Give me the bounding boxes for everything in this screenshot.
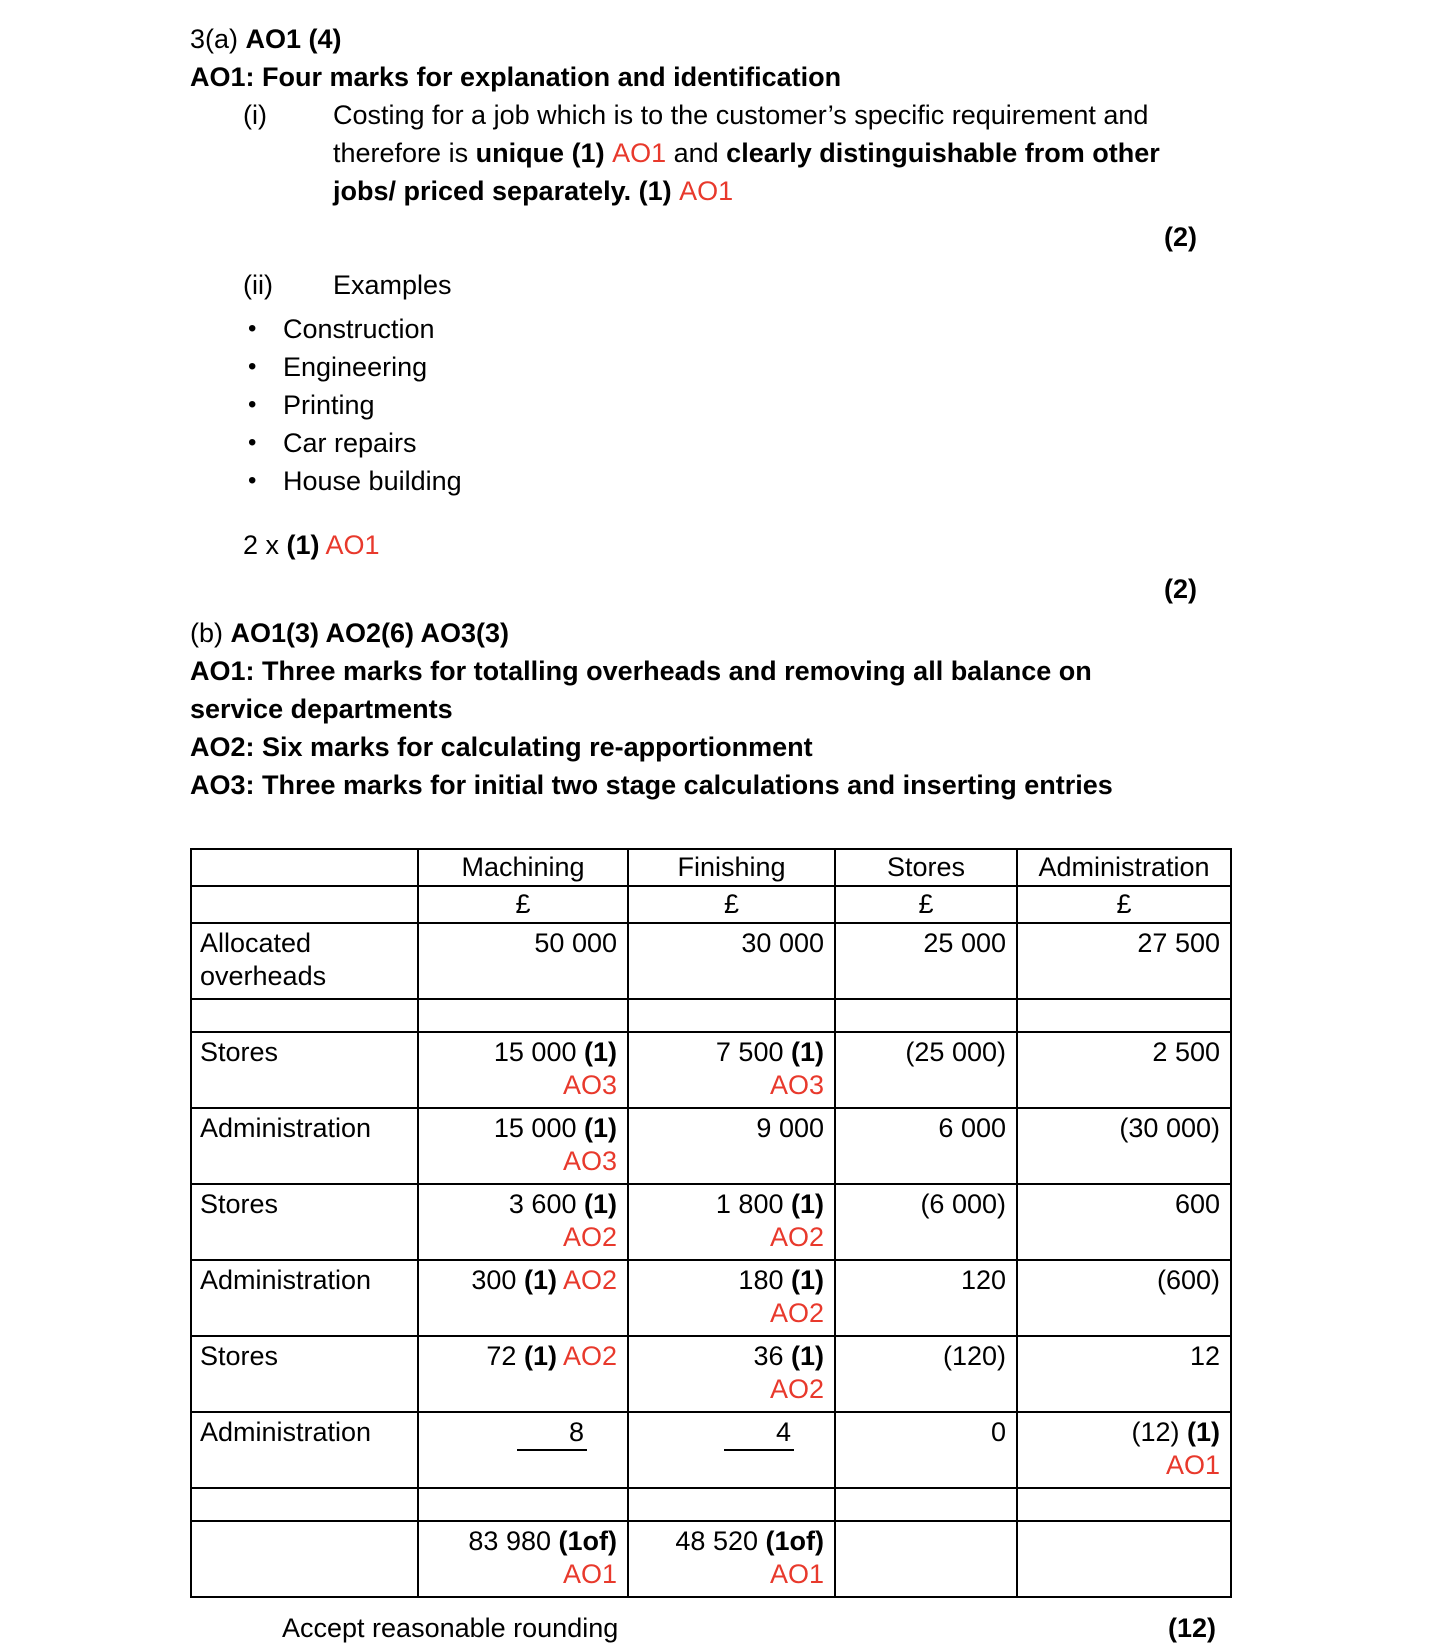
question-ao-marks: AO1 (4): [245, 24, 342, 54]
value-line: [846, 1264, 1006, 1297]
value-line: [639, 1525, 824, 1558]
empty-cell: [1017, 1488, 1231, 1521]
value-cell: [1017, 1336, 1231, 1412]
value-line: [429, 1340, 617, 1373]
list-item: [190, 310, 1232, 348]
value-cell: [835, 1336, 1017, 1412]
value-cell: [1017, 1260, 1231, 1336]
value-cell: [1017, 923, 1231, 999]
ao-tag: AO2: [562, 1265, 617, 1295]
answer-bold: clearly distinguishable from other jobs/ priced separately. (1): [333, 138, 1160, 206]
ao-tag: AO2: [769, 1222, 824, 1252]
list-item: [190, 386, 1232, 424]
table-row: [191, 1032, 1231, 1108]
part-b-heading: [190, 614, 1232, 652]
value-cell: [835, 1108, 1017, 1184]
cell-value: 25 000: [923, 928, 1006, 958]
empty-cell: [835, 999, 1017, 1032]
ao2-description: AO2: Six marks for calculating re-apportionment: [190, 732, 813, 762]
bullet-icon: •: [248, 353, 257, 380]
ao-tag: AO3: [562, 1146, 617, 1176]
value-cell: [1017, 1108, 1231, 1184]
value-cell: [418, 1521, 628, 1597]
bullet-icon: •: [248, 315, 257, 342]
cell-value: 27 500: [1137, 928, 1220, 958]
value-line: [846, 1112, 1006, 1145]
row-label-cell: Stores: [191, 1336, 418, 1412]
mark-tag: (1): [523, 1341, 557, 1371]
value-line: [1028, 1188, 1220, 1221]
list-item: [190, 424, 1232, 462]
row-label-cell: Administration: [191, 1108, 418, 1184]
item-i: [190, 96, 1232, 210]
column-header: [191, 849, 418, 886]
value-cell: [628, 1184, 835, 1260]
answer-text: Costing for a job which is to the customer’s specific requirement and therefore is: [333, 100, 1149, 168]
mark-tag: (1): [584, 1037, 617, 1067]
value-cell: [1017, 1412, 1231, 1488]
value-line: [639, 1036, 824, 1069]
answer-bold: unique (1): [475, 138, 613, 168]
value-line: [429, 927, 617, 960]
value-line: [429, 1264, 617, 1297]
cell-value: (600): [1156, 1265, 1220, 1295]
ao1-description: AO1: Three marks for totalling overheads and removing all balance on service departments: [190, 656, 1092, 724]
ao-tag: AO1: [562, 1559, 617, 1589]
value-line: [1028, 1264, 1220, 1297]
mark-tag: (1): [1187, 1417, 1220, 1447]
mark-tag: (1): [791, 1037, 824, 1067]
currency-header: £: [628, 886, 835, 923]
column-header: Finishing: [628, 849, 835, 886]
column-header-row: [191, 849, 1231, 886]
row-label-cell: Stores: [191, 1032, 418, 1108]
list-item-text: Construction: [283, 314, 435, 344]
spacer-row: [191, 999, 1231, 1032]
cell-value: 1 800: [715, 1189, 784, 1219]
table-row: [191, 923, 1231, 999]
cell-value: 30 000: [741, 928, 824, 958]
cell-value: 83 980: [468, 1526, 551, 1556]
value-line: [1028, 1416, 1220, 1449]
question-heading: [190, 20, 1232, 58]
table-row: [191, 1184, 1231, 1260]
ao-tag: AO1: [769, 1559, 824, 1589]
cell-value: 48 520: [675, 1526, 758, 1556]
ao-tag: AO1: [612, 138, 667, 168]
value-cell: [1017, 1521, 1231, 1597]
cell-value: 72: [486, 1341, 517, 1371]
empty-cell: [191, 999, 418, 1032]
row-label-cell: Administration: [191, 1412, 418, 1488]
ao-tag: AO3: [769, 1070, 824, 1100]
ao-tag: AO2: [562, 1341, 617, 1371]
marks-available-ii: (2): [1164, 574, 1197, 604]
value-cell: [835, 1184, 1017, 1260]
cell-value: 180: [738, 1265, 784, 1295]
value-line: [639, 1112, 824, 1145]
currency-header-row: [191, 886, 1231, 923]
value-cell: [628, 1412, 835, 1488]
value-line: [1028, 1112, 1220, 1145]
column-header: Stores: [835, 849, 1017, 886]
row-label-cell: Allocated overheads: [191, 923, 418, 999]
empty-cell: [628, 1488, 835, 1521]
bullet-icon: •: [248, 467, 257, 494]
value-line: [1028, 927, 1220, 960]
answer-text: and: [666, 138, 727, 168]
value-line: [1028, 1036, 1220, 1069]
value-line: [1028, 1340, 1220, 1373]
empty-cell: [628, 999, 835, 1032]
cell-value: (6 000): [920, 1189, 1006, 1219]
cell-value: 600: [1174, 1189, 1220, 1219]
rounding-note: Accept reasonable rounding: [282, 1613, 619, 1643]
value-cell: [628, 1521, 835, 1597]
value-cell: [418, 923, 628, 999]
item-ii: [190, 266, 1232, 304]
table-row: [191, 1336, 1231, 1412]
currency-header: £: [1017, 886, 1231, 923]
cell-value: 15 000: [493, 1037, 577, 1067]
empty-cell: [191, 1488, 418, 1521]
total-marks: (12): [1167, 1613, 1216, 1643]
value-line: [639, 927, 824, 960]
cell-value: 4: [724, 1416, 794, 1451]
marks-calculation: [190, 526, 1232, 564]
table-body: [191, 923, 1231, 1597]
list-item-text: Engineering: [283, 352, 428, 382]
cell-value: 8: [517, 1416, 587, 1451]
ao-tag: AO3: [562, 1070, 617, 1100]
mark-tag: (1): [791, 1341, 824, 1371]
part-b-ao-marks: AO1(3) AO2(6) AO3(3): [230, 618, 510, 648]
row-label-cell: Administration: [191, 1260, 418, 1336]
apportionment-table: [190, 848, 1232, 1598]
mark-scheme-page: [190, 0, 1232, 1648]
value-line: [639, 1340, 824, 1373]
cell-value: (25 000): [905, 1037, 1006, 1067]
cell-value: 120: [960, 1265, 1006, 1295]
value-cell: [418, 1260, 628, 1336]
ao3-description: AO3: Three marks for initial two stage calculations and inserting entries: [190, 770, 1113, 800]
empty-cell: [418, 999, 628, 1032]
value-line: [429, 1416, 617, 1451]
mark-tag: (1): [584, 1189, 617, 1219]
table-row: [191, 1108, 1231, 1184]
currency-header: [191, 886, 418, 923]
cell-value: 300: [471, 1265, 517, 1295]
item-i-text: [333, 96, 1193, 210]
spacer-row: [191, 1488, 1231, 1521]
value-line: [846, 1416, 1006, 1449]
item-ii-title: Examples: [333, 270, 452, 300]
ao-tag: AO2: [769, 1374, 824, 1404]
ao-tag: AO1: [325, 530, 380, 560]
mark-tag: (1of): [765, 1526, 824, 1556]
item-ii-label: (ii): [243, 270, 273, 300]
ao-tag: AO2: [562, 1222, 617, 1252]
ao1-subheading: AO1: Four marks for explanation and identification: [190, 62, 842, 92]
cell-value: 36: [753, 1341, 784, 1371]
empty-cell: [1017, 999, 1231, 1032]
value-cell: [835, 1032, 1017, 1108]
ao-tag: AO2: [769, 1298, 824, 1328]
cell-value: (30 000): [1119, 1113, 1220, 1143]
value-cell: [418, 1108, 628, 1184]
value-line: [846, 1188, 1006, 1221]
value-cell: [835, 1521, 1017, 1597]
cell-value: 15 000: [493, 1113, 577, 1143]
table-header: [191, 849, 1231, 923]
currency-header: £: [835, 886, 1017, 923]
value-line: [429, 1525, 617, 1558]
value-cell: [418, 1032, 628, 1108]
value-line: [639, 1416, 824, 1451]
value-line: [429, 1036, 617, 1069]
mark-tag: (1): [523, 1265, 557, 1295]
value-cell: [418, 1184, 628, 1260]
table-row: [191, 1521, 1231, 1597]
cell-value: 7 500: [715, 1037, 784, 1067]
mark-tag: (1of): [558, 1526, 617, 1556]
table-footer: [190, 1608, 1232, 1648]
row-label-cell: Stores: [191, 1184, 418, 1260]
bullet-icon: •: [248, 391, 257, 418]
value-line: [846, 927, 1006, 960]
empty-cell: [418, 1488, 628, 1521]
value-line: [846, 1340, 1006, 1373]
currency-header: £: [418, 886, 628, 923]
cell-value: (12): [1131, 1417, 1180, 1447]
ao-tag: AO1: [679, 176, 734, 206]
empty-cell: [835, 1488, 1017, 1521]
mark-tag: (1): [584, 1113, 617, 1143]
table-row: [191, 1412, 1231, 1488]
value-cell: [418, 1336, 628, 1412]
list-item: [190, 462, 1232, 500]
list-item-text: Car repairs: [283, 428, 417, 458]
value-line: [639, 1264, 824, 1297]
cell-value: 2 500: [1152, 1037, 1220, 1067]
list-item-text: House building: [283, 466, 462, 496]
list-item-text: Printing: [283, 390, 375, 420]
examples-list: [190, 310, 1232, 500]
cell-value: 9 000: [756, 1113, 824, 1143]
value-cell: [835, 1412, 1017, 1488]
value-cell: [628, 1032, 835, 1108]
value-line: [429, 1112, 617, 1145]
value-cell: [1017, 1032, 1231, 1108]
mark-tag: (1): [791, 1265, 824, 1295]
mark-tag: (1): [791, 1189, 824, 1219]
value-cell: [835, 1260, 1017, 1336]
value-line: [846, 1036, 1006, 1069]
marks-prefix: 2 x: [243, 530, 287, 560]
column-header: Administration: [1017, 849, 1231, 886]
cell-value: 6 000: [938, 1113, 1006, 1143]
cell-value: 3 600: [508, 1189, 577, 1219]
value-line: [639, 1188, 824, 1221]
value-cell: [628, 1260, 835, 1336]
row-label-cell: [191, 1521, 418, 1597]
value-line: [429, 1188, 617, 1221]
value-cell: [628, 1336, 835, 1412]
ao-tag: AO1: [1165, 1450, 1220, 1480]
value-cell: [628, 1108, 835, 1184]
list-item: [190, 348, 1232, 386]
cell-value: 12: [1189, 1341, 1220, 1371]
cell-value: 0: [990, 1417, 1006, 1447]
marks-bold: (1): [286, 530, 320, 560]
value-cell: [835, 923, 1017, 999]
bullet-icon: •: [248, 429, 257, 456]
question-number: 3(a): [190, 24, 246, 54]
value-cell: [628, 923, 835, 999]
value-cell: [418, 1412, 628, 1488]
part-b-number: (b): [190, 618, 231, 648]
item-i-label: (i): [243, 100, 267, 130]
column-header: Machining: [418, 849, 628, 886]
cell-value: 50 000: [534, 928, 617, 958]
cell-value: (120): [942, 1341, 1006, 1371]
table-row: [191, 1260, 1231, 1336]
marks-available-i: (2): [1164, 222, 1197, 252]
value-cell: [1017, 1184, 1231, 1260]
